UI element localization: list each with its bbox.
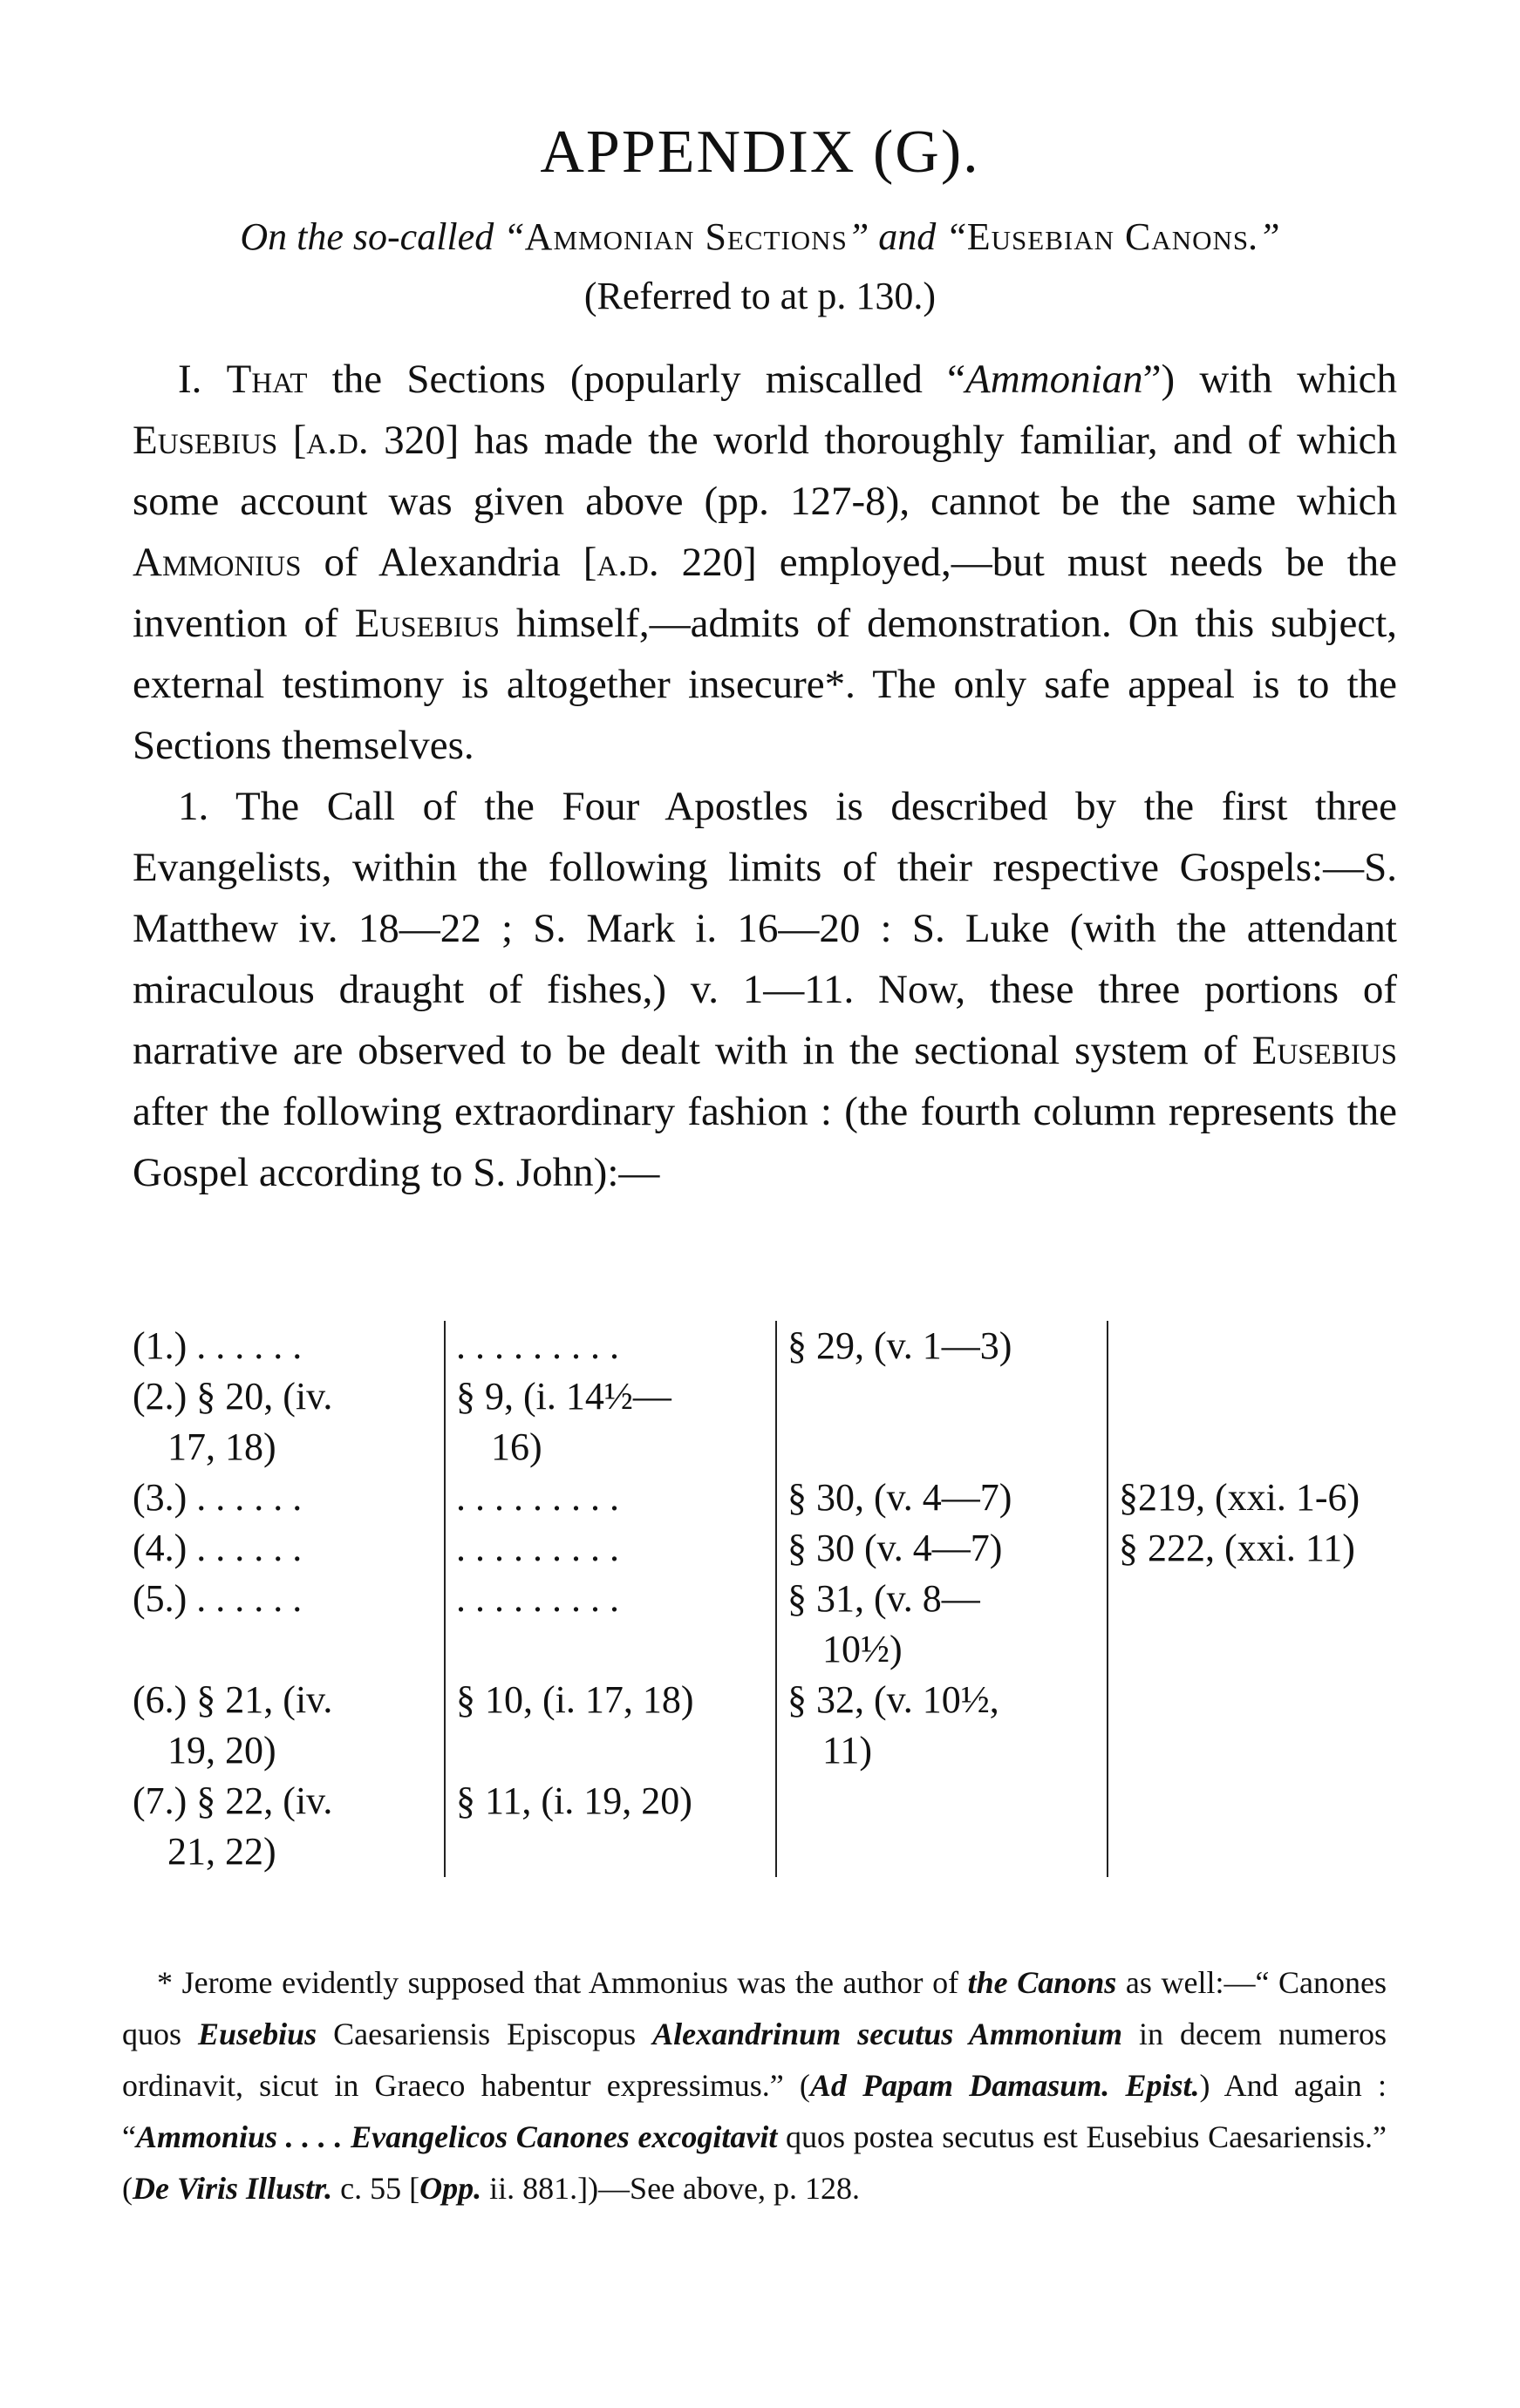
cell-text: (1.) . . . . . . xyxy=(133,1324,303,1367)
fn-f10: Ammonius . . . . Evangelicos Canones excogitavit xyxy=(135,2119,778,2154)
p1-t6: 220] employed,—but must needs be the invention of xyxy=(133,540,1397,646)
fn-f5: Caesariensis Episcopus xyxy=(317,2017,653,2051)
canon-cell-col1 xyxy=(122,1473,445,1523)
p1-ammonius: Ammonius xyxy=(133,540,302,585)
canon-cell-col1 xyxy=(122,1321,445,1371)
cell-text: § 9, (i. 14½— xyxy=(456,1375,671,1418)
fn-f13: c. 55 [ xyxy=(332,2171,420,2206)
canon-cell-col3 xyxy=(776,1473,1108,1523)
p1-ammonian: Ammonian xyxy=(965,357,1143,402)
canon-cell-col2 xyxy=(445,1574,776,1675)
canon-cell-col2 xyxy=(445,1776,776,1877)
cell-text: § 10, (i. 17, 18) xyxy=(456,1678,694,1721)
fn-f4: Eusebius xyxy=(198,2017,317,2051)
cell-text: (3.) . . . . . . xyxy=(133,1476,303,1519)
subtitle-ammonian-sections: Ammonian Sections xyxy=(524,215,848,258)
cell-text: (5.) . . . . . . xyxy=(133,1577,303,1620)
canon-cell-col3 xyxy=(776,1321,1108,1371)
cell-text: (4.) . . . . . . xyxy=(133,1527,303,1569)
subtitle-prefix: On the so-called “ xyxy=(240,215,525,258)
p2-eusebius: Eusebius xyxy=(1251,1028,1397,1073)
cell-text-continued: 17, 18) xyxy=(167,1425,276,1468)
cell-text: (6.) § 21, (iv. xyxy=(133,1678,333,1721)
page-reference: (Referred to at p. 130.) xyxy=(583,275,937,317)
canon-row xyxy=(122,1473,1378,1523)
cell-text: § 32, (v. 10½, xyxy=(787,1678,999,1721)
cell-text-continued: 11) xyxy=(822,1729,873,1772)
canon-cell-col1 xyxy=(122,1675,445,1776)
canon-cell-col1 xyxy=(122,1776,445,1877)
canon-cell-col3 xyxy=(776,1371,1108,1473)
fn-f14: Opp. xyxy=(419,2171,482,2206)
body-text xyxy=(133,349,1397,1203)
p1-t4: 320] has made the world thoroughly familiar, and of which some account was given above (pp. 127-8), cannot be the same which xyxy=(133,418,1397,524)
canon-cell-col4 xyxy=(1108,1523,1378,1574)
cell-text: . . . . . . . . . xyxy=(456,1476,619,1519)
canon-cell-col3 xyxy=(776,1523,1108,1574)
page-title: APPENDIX (G). xyxy=(540,119,980,186)
cell-text-continued: 16) xyxy=(491,1425,542,1468)
footnote xyxy=(122,1957,1387,2214)
cell-text-continued: 21, 22) xyxy=(167,1830,276,1873)
canon-row xyxy=(122,1776,1378,1877)
canon-cell-col4 xyxy=(1108,1321,1378,1371)
canon-cell-col1 xyxy=(122,1574,445,1675)
paragraph-2 xyxy=(133,776,1397,1203)
cell-text: § 29, (v. 1—3) xyxy=(787,1324,1012,1367)
canon-cell-col2 xyxy=(445,1675,776,1776)
subtitle-eusebian-canons: Eusebian Canons xyxy=(966,215,1250,258)
subtitle xyxy=(0,215,1520,258)
p1-ad1: a.d. xyxy=(306,418,369,463)
p1-eusebius: Eusebius xyxy=(133,418,278,463)
canon-cell-col4 xyxy=(1108,1473,1378,1523)
cell-text: § 11, (i. 19, 20) xyxy=(456,1779,692,1822)
canon-cell-col3 xyxy=(776,1675,1108,1776)
p1-t5: of Alexandria [ xyxy=(301,540,597,585)
cell-text: . . . . . . . . . xyxy=(456,1577,619,1620)
cell-text: § 222, (xxi. 11) xyxy=(1119,1527,1355,1569)
fn-f9: ) And again : “ xyxy=(122,2068,1387,2154)
canon-cell-col2 xyxy=(445,1523,776,1574)
cell-text: . . . . . . . . . xyxy=(456,1324,619,1367)
fn-f3: as well:—“ Canones quos xyxy=(122,1965,1387,2051)
cell-text: § 30, (v. 4—7) xyxy=(787,1476,1012,1519)
canon-row xyxy=(122,1574,1378,1675)
p1-t3: [ xyxy=(277,418,307,463)
fn-f12: De Viris Illustr. xyxy=(133,2171,333,2206)
canon-cell-col3 xyxy=(776,1776,1108,1877)
canon-cell-col4 xyxy=(1108,1574,1378,1675)
fn-f7: in decem numeros ordinavit, sicut in Graeco habentur expressimus.” ( xyxy=(122,2017,1387,2103)
canon-cell-col4 xyxy=(1108,1776,1378,1877)
cell-text: (2.) § 20, (iv. xyxy=(133,1375,333,1418)
p1-that: That xyxy=(226,357,308,402)
canon-row xyxy=(122,1321,1378,1371)
fn-f8: Ad Papam Damasum. Epist. xyxy=(809,2068,1200,2103)
canon-cell-col4 xyxy=(1108,1371,1378,1473)
canon-cell-col2 xyxy=(445,1321,776,1371)
fn-f6: Alexandrinum secutus Ammonium xyxy=(652,2017,1122,2051)
fn-f1: * Jerome evidently supposed that Ammonius was the author of xyxy=(157,1965,968,2000)
subtitle-mid: ” and “ xyxy=(847,215,967,258)
cell-text: §219, (xxi. 1-6) xyxy=(1119,1476,1360,1519)
p2-t2: after the following extraordinary fashion : (the fourth column represents the Gospel according to S. John):— xyxy=(133,1089,1397,1195)
canon-row xyxy=(122,1675,1378,1776)
fn-f11: quos postea secutus est Eusebius Caesariensis.” ( xyxy=(122,2119,1387,2206)
p1-lead: I. xyxy=(178,357,227,402)
cell-text: . . . . . . . . . xyxy=(456,1527,619,1569)
cell-text-continued: 10½) xyxy=(822,1628,903,1670)
subtitle-suffix: .” xyxy=(1249,215,1280,258)
canon-cell-col2 xyxy=(445,1371,776,1473)
cell-text: § 30 (v. 4—7) xyxy=(787,1527,1003,1569)
p1-ad2: a.d. xyxy=(596,540,659,585)
canon-cell-col1 xyxy=(122,1371,445,1473)
canon-table xyxy=(122,1321,1378,1877)
p1-eusebius2: Eusebius xyxy=(354,601,500,646)
canon-row xyxy=(122,1371,1378,1473)
fn-f2: the Canons xyxy=(967,1965,1117,2000)
p2-t1: 1. The Call of the Four Apostles is described by the first three Evangelists, within the following limits of their respective Gospels:—S. Matthew iv. 18—22 ; S. Mark i. 16—20 : S. Luke (with the attendant miraculous draught of fishes,) v. 1—11. Now, these three portions of narrative are observed to be dealt with in the sectional system of xyxy=(133,784,1397,1073)
p1-t7: himself,—admits of demonstration. On this subject, external testimony is altogether insecure*. The only safe appeal is to the Sections themselves. xyxy=(133,601,1398,768)
canon-row xyxy=(122,1523,1378,1574)
canon-cell-col4 xyxy=(1108,1675,1378,1776)
cell-text: (7.) § 22, (iv. xyxy=(133,1779,333,1822)
cell-text-continued: 19, 20) xyxy=(167,1729,276,1772)
canon-cell-col3 xyxy=(776,1574,1108,1675)
canon-cell-col1 xyxy=(122,1523,445,1574)
fn-f15: ii. 881.])—See above, p. 128. xyxy=(481,2171,860,2206)
cell-text: § 31, (v. 8— xyxy=(787,1577,980,1620)
p1-t1: the Sections (popularly miscalled “ xyxy=(307,357,965,402)
canon-cell-col2 xyxy=(445,1473,776,1523)
footnote-text xyxy=(122,1957,1387,2214)
p1-t2: ”) with which xyxy=(1142,357,1398,402)
paragraph-1 xyxy=(133,349,1397,776)
